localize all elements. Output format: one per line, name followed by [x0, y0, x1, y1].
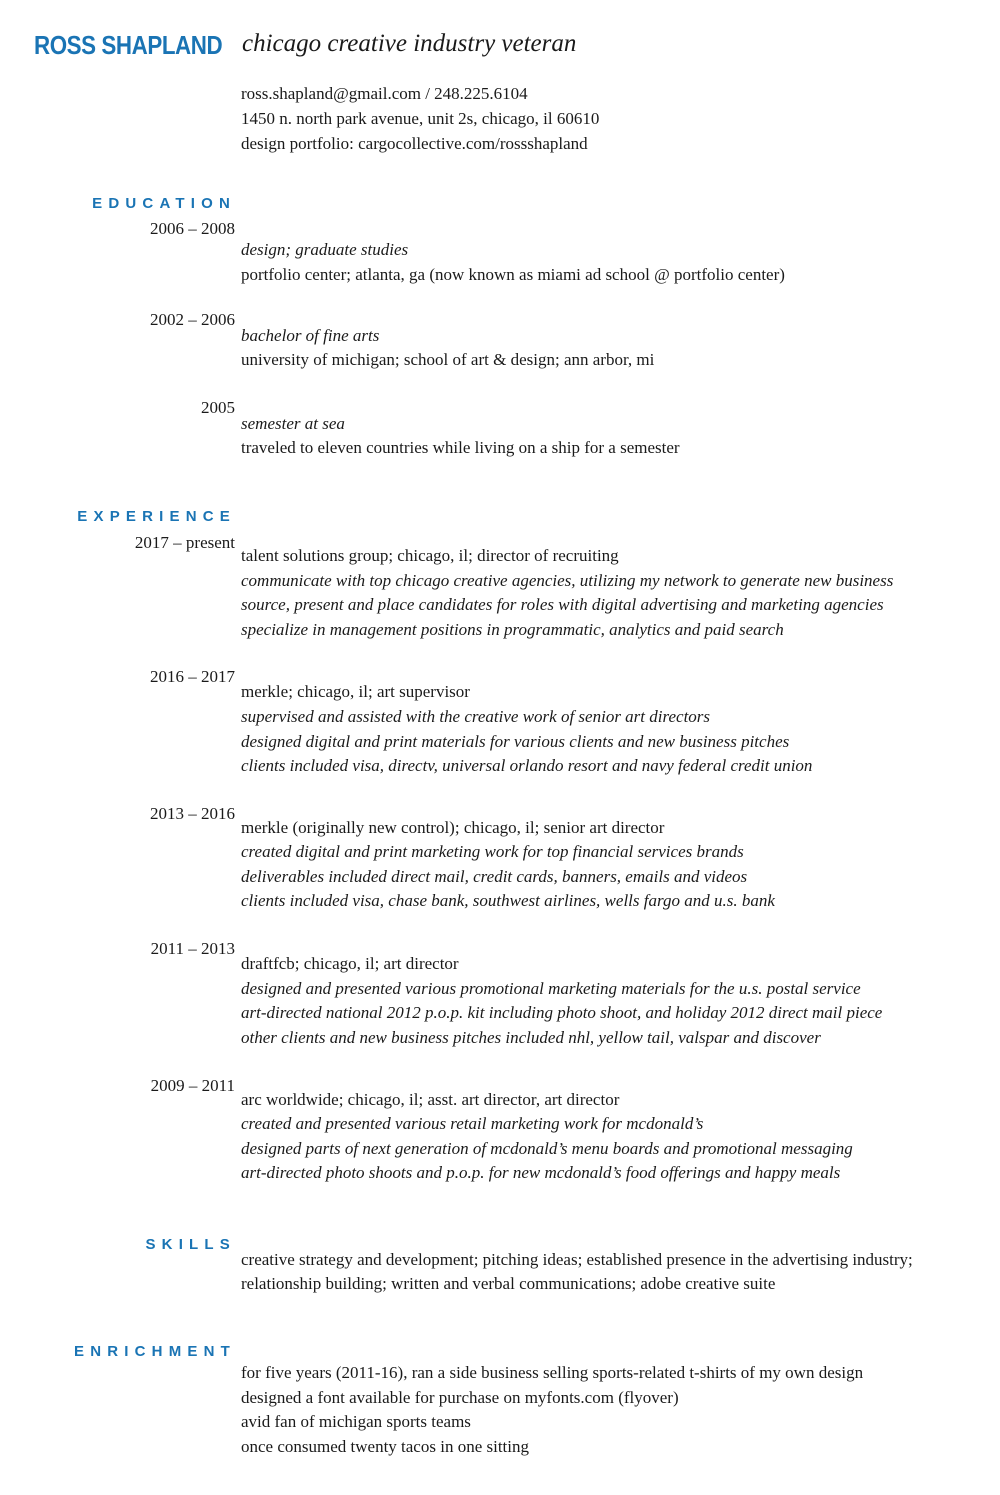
entry-bullet: other clients and new business pitches included nhl, yellow tail, valspar and discover — [241, 1028, 821, 1047]
entry-dates: 2011 – 2013 — [150, 939, 235, 958]
contact-portfolio[interactable]: design portfolio: cargocollective.com/rossshapland — [241, 134, 588, 153]
enrichment-line: designed a font available for purchase on myfonts.com (flyover) — [241, 1388, 679, 1407]
entry-title: semester at sea — [241, 414, 345, 433]
entry-detail: portfolio center; atlanta, ga (now known as miami ad school @ portfolio center) — [241, 265, 785, 284]
entry-bullet: deliverables included direct mail, credit cards, banners, emails and videos — [241, 867, 748, 886]
entry-dates: 2013 – 2016 — [150, 804, 235, 823]
entry-bullet: created digital and print marketing work for top financial services brands — [241, 842, 744, 861]
entry-dates: 2016 – 2017 — [150, 667, 235, 686]
entry-role: talent solutions group; chicago, il; director of recruiting — [241, 546, 619, 565]
entry-bullet: communicate with top chicago creative agencies, utilizing my network to generate new business — [241, 571, 894, 590]
skills-line: creative strategy and development; pitching ideas; established presence in the advertising industry; — [241, 1250, 913, 1269]
entry-role: merkle (originally new control); chicago, il; senior art director — [241, 818, 665, 837]
entry-dates: 2002 – 2006 — [150, 310, 235, 329]
candidate-name: ROSS SHAPLAND — [34, 30, 223, 60]
entry-bullet: clients included visa, directv, universal orlando resort and navy federal credit union — [241, 756, 813, 775]
section-heading-experience: EXPERIENCE — [77, 508, 236, 525]
entry-detail: traveled to eleven countries while living on a ship for a semester — [241, 438, 680, 457]
entry-bullet: designed digital and print materials for various clients and new business pitches — [241, 732, 790, 751]
entry-dates: 2005 — [201, 398, 235, 417]
enrichment-line: for five years (2011-16), ran a side business selling sports-related t-shirts of my own design — [241, 1363, 864, 1382]
contact-address: 1450 n. north park avenue, unit 2s, chicago, il 60610 — [241, 109, 600, 128]
section-heading-education: EDUCATION — [92, 195, 236, 212]
entry-bullet: art-directed photo shoots and p.o.p. for new mcdonald’s food offerings and happy meals — [241, 1163, 841, 1182]
entry-dates: 2017 – present — [134, 533, 235, 552]
entry-dates: 2006 – 2008 — [150, 219, 235, 238]
entry-title: design; graduate studies — [241, 240, 409, 259]
entry-title: bachelor of fine arts — [241, 326, 380, 345]
contact-email-phone: ross.shapland@gmail.com / 248.225.6104 — [241, 84, 528, 103]
entry-bullet: created and presented various retail marketing work for mcdonald’s — [241, 1114, 704, 1133]
tagline: chicago creative industry veteran — [242, 30, 577, 57]
entry-bullet: specialize in management positions in programmatic, analytics and paid search — [241, 620, 784, 639]
section-heading-skills: SKILLS — [145, 1236, 236, 1253]
entry-bullet: designed and presented various promotional marketing materials for the u.s. postal service — [241, 979, 861, 998]
entry-role: merkle; chicago, il; art supervisor — [241, 682, 470, 701]
entry-detail: university of michigan; school of art & design; ann arbor, mi — [241, 350, 655, 369]
entry-dates: 2009 – 2011 — [150, 1076, 235, 1095]
entry-role: arc worldwide; chicago, il; asst. art director, art director — [241, 1090, 620, 1109]
entry-bullet: designed parts of next generation of mcdonald’s menu boards and promotional messaging — [241, 1139, 853, 1158]
skills-line: relationship building; written and verbal communications; adobe creative suite — [241, 1274, 776, 1293]
section-heading-enrichment: ENRICHMENT — [74, 1343, 236, 1360]
entry-bullet: art-directed national 2012 p.o.p. kit including photo shoot, and holiday 2012 direct mail piece — [241, 1003, 883, 1022]
enrichment-line: once consumed twenty tacos in one sitting — [241, 1437, 529, 1456]
entry-bullet: source, present and place candidates for roles with digital advertising and marketing agencies — [241, 595, 884, 614]
entry-bullet: supervised and assisted with the creative work of senior art directors — [241, 707, 711, 726]
enrichment-line: avid fan of michigan sports teams — [241, 1412, 471, 1431]
entry-role: draftfcb; chicago, il; art director — [241, 954, 459, 973]
entry-bullet: clients included visa, chase bank, southwest airlines, wells fargo and u.s. bank — [241, 891, 775, 910]
